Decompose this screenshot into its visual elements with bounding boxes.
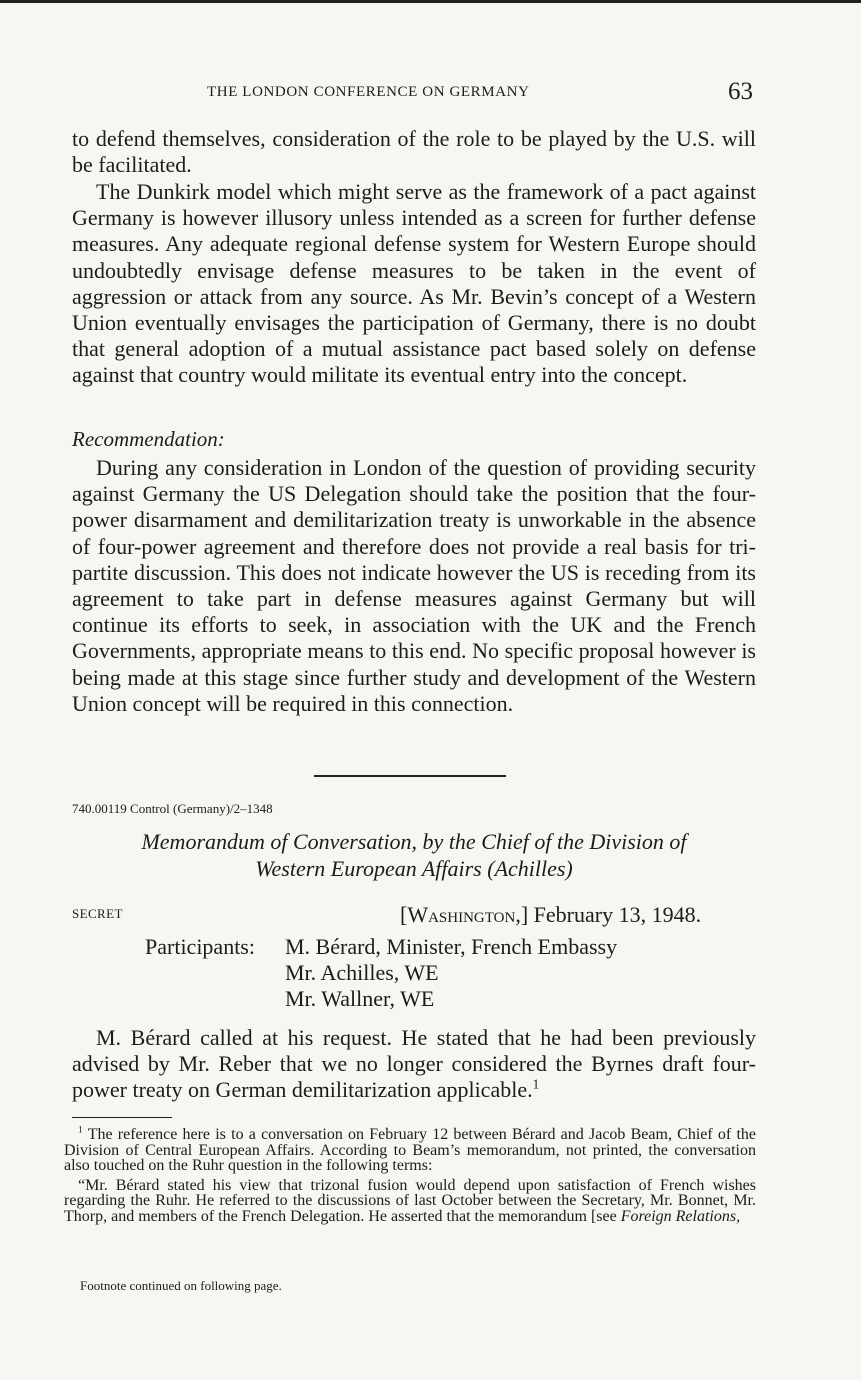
participants-label: Participants: <box>145 934 255 959</box>
paragraph-4 <box>72 1025 756 1104</box>
date: February 13, 1948. <box>533 902 702 927</box>
footnote-1-text: The reference here is to a conversation on February 12 between Bérard and Jacob Beam, Chief of the Division of Central European Affairs. According to Beam’s memorandum, not printed, the conversation also touched on the Ruhr question in the following terms: <box>64 1126 756 1175</box>
footnote-1 <box>64 1124 756 1175</box>
place: [Washington,] <box>400 902 529 927</box>
page-number: 63 <box>728 78 753 105</box>
memo-title-line-2: Western European Affairs (Achilles) <box>255 856 573 881</box>
footnote-rule <box>72 1117 172 1118</box>
running-header: THE LONDON CONFERENCE ON GERMANY <box>207 84 530 100</box>
footnote-marker: 1 <box>532 1077 540 1093</box>
section-divider <box>314 775 506 777</box>
footnote-1-marker: 1 <box>78 1124 83 1136</box>
paragraph-2-text: The Dunkirk model which might serve as the framework of a pact against Germany is however illusory unless intended as a screen for further defense measures. Any adequate regional defense system for Western Europe should undoubtedly envisage defense measures to be taken in the event of aggression or attack from any source. As Mr. Bevin’s concept of a Western Union eventually envisages the participation of Germany, there is no doubt that general adoption of a mutual assistance pact based solely on defense against that country would militate its eventual entry into the concept. <box>72 179 756 388</box>
footnote-quote-text: “Mr. Bérard stated his view that trizonal fusion would depend upon satisfaction of French wishes regarding the Ruhr. He referred to the discussions of last October between the Secretary, Mr. Bonnet, Mr. Thorp, and members of the French Delegation. He asserted that the memorandum [see <box>64 1176 756 1225</box>
dateline <box>400 902 701 928</box>
paragraph-4-text: M. Bérard called at his request. He stated that he had been previously advised by Mr. Reber that we no longer considered the Byrnes draft four-power treaty on German demilitarization applicable. <box>72 1025 756 1103</box>
paragraph-3-text: During any consideration in London of the question of providing security against Germany the US Delegation should take the position that the four-power disarmament and demilitarization treaty is unworkable in the absence of four-power agreement and therefore does not provide a real basis for tri-partite discussion. This does not indicate however the US is receding from its agreement to take part in defense measures against Germany but will continue its efforts to seek, in association with the UK and the French Governments, appropriate means to this end. No specific proposal however is being made at this stage since further study and development of the Western Union concept will be required in this connection. <box>72 455 756 716</box>
memo-title-line-1: Memorandum of Conversation, by the Chief of the Division of <box>141 829 687 854</box>
paragraph-continued <box>72 126 756 178</box>
participant: Mr. Wallner, WE <box>285 986 435 1011</box>
classification-label: SECRET <box>72 906 123 921</box>
top-border-rule <box>0 0 861 3</box>
memo-title <box>72 828 756 882</box>
paragraph-1-text: to defend themselves, consideration of the role to be played by the U.S. will be facilitated. <box>72 126 756 178</box>
paragraph-recommendation <box>72 455 756 717</box>
participants-list <box>285 934 617 1012</box>
footnote-1-quote <box>64 1178 756 1225</box>
footnotes <box>64 1124 756 1225</box>
paragraph-berard <box>72 1025 756 1104</box>
participant: Mr. Achilles, WE <box>285 960 439 985</box>
footnote-continued-note: Footnote continued on following page. <box>80 1278 282 1293</box>
file-reference: 740.00119 Control (Germany)/2–1348 <box>72 801 273 816</box>
recommendation-heading: Recommendation: <box>72 427 225 451</box>
paragraph-dunkirk <box>72 179 756 389</box>
footnote-quote-italic: Foreign Relations, <box>620 1207 741 1225</box>
participant: M. Bérard, Minister, French Embassy <box>285 934 618 959</box>
